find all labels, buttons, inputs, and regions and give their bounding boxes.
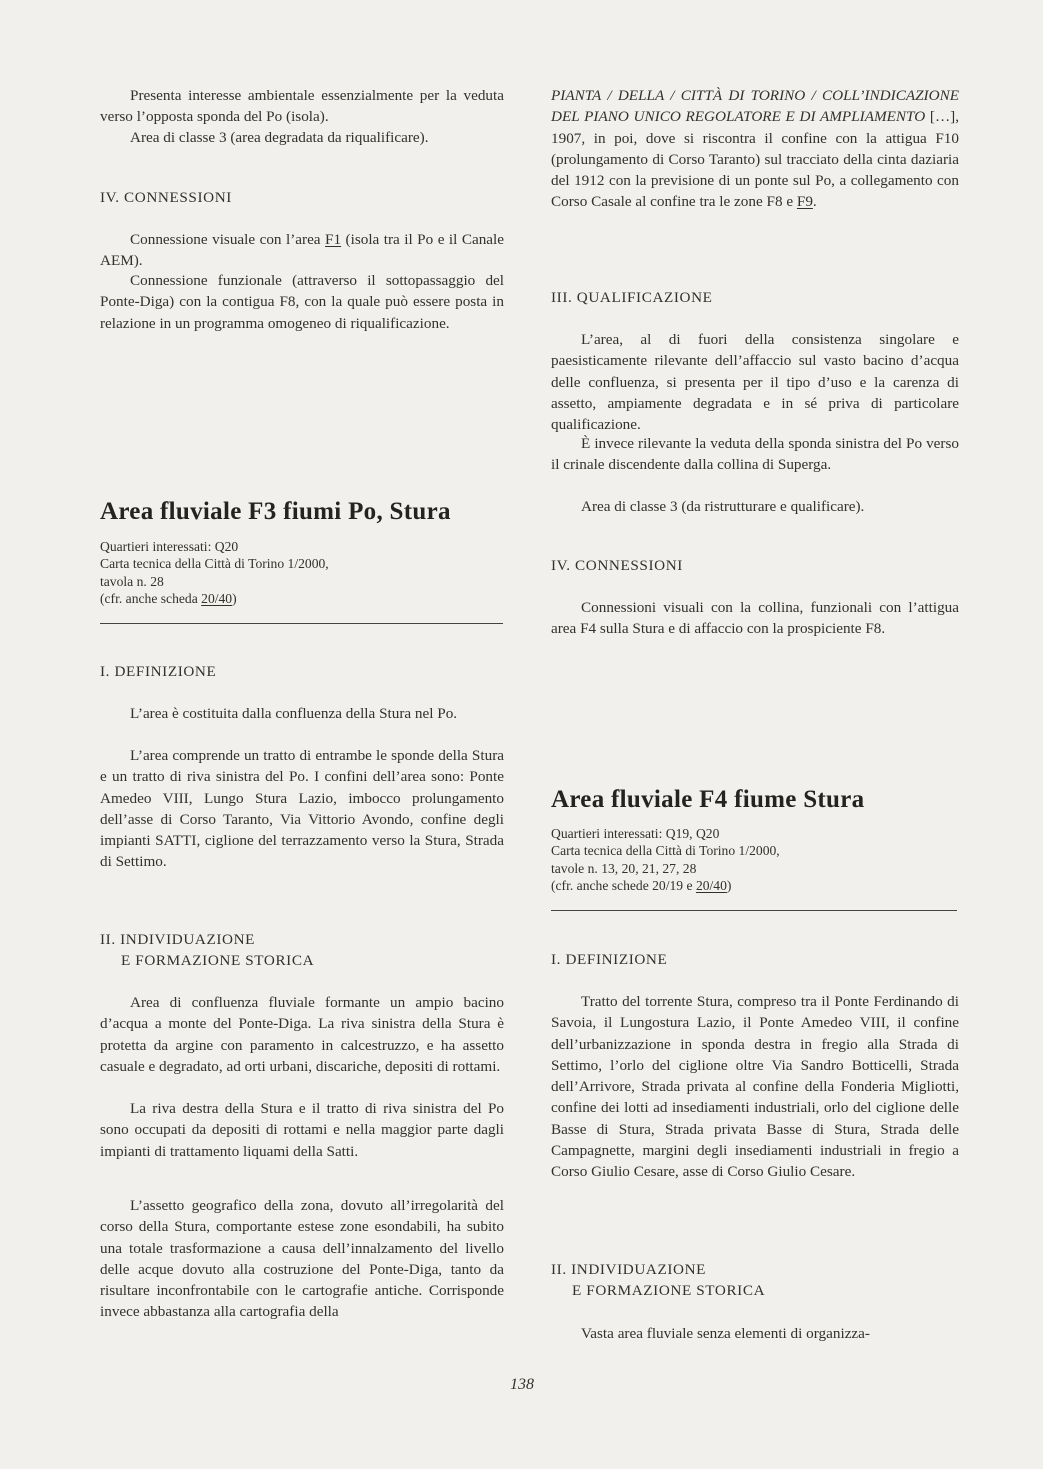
- link-scheda-20-40[interactable]: 20/40: [201, 590, 233, 606]
- f3-meta-block: [100, 538, 329, 607]
- meta-quartieri: Quartieri interessati: Q19, Q20: [551, 826, 720, 841]
- heading-line: E FORMAZIONE STORICA: [572, 1282, 766, 1300]
- section-heading-individuazione-f4: [551, 1259, 765, 1302]
- individuazione-f4-paragraph: Vasta area fluviale senza elementi di organizza-: [581, 1325, 870, 1342]
- map-title-italic: PIANTA / DELLA / CITTÀ DI TORINO / COLL’INDICAZIONE DEL PIANO UNICO REGOLATORE E DI AMPLIAMENTO: [551, 87, 959, 126]
- individuazione-paragraph-3: L’assetto geografico della zona, dovuto all’irregolarità del corso della Stura, comportante estese zone esondabili, ha subito una totale trasformazione a causa dell’innalzamento del livello delle acque dovuto alla costruzione del Ponte-Diga, tanto da risultare inconfrontabile con le cartografie antiche. Corrisponde invece abbastanza alla cartografia della: [100, 1197, 504, 1321]
- link-area-f9[interactable]: F9: [796, 193, 813, 211]
- qualificazione-paragraph-3: Area di classe 3 (da ristrutturare e qualificare).: [581, 498, 865, 515]
- section-heading-connessioni-right: IV. CONNESSIONI: [551, 557, 683, 574]
- heading-line: E FORMAZIONE STORICA: [121, 952, 315, 970]
- section-title-f4: Area fluviale F4 fiume Stura: [551, 786, 865, 813]
- section-heading-definizione: I. DEFINIZIONE: [100, 663, 217, 680]
- meta-tavola: tavola n. 28: [100, 573, 164, 589]
- page-number: 138: [510, 1376, 534, 1393]
- section-heading-connessioni: IV. CONNESSIONI: [100, 189, 232, 206]
- definizione-f4-paragraph: Tratto del torrente Stura, compreso tra il Ponte Ferdinando di Savoia, il Lungostura Lazio, il Ponte Amedeo VIII, il confine dell’urbanizzazione in sponda destra in fregio alla Strada di Settimo, l’orlo del ciglione oltre Via Sandro Botticelli, Strada dell’Arrivore, Strada privata al confine della Fonderia Migliotti, confine dei lotti ad insediamenti industriali, orlo del ciglione delle Basse di Stura, Strada privata Basse di Stura, Strada delle Campagnette, margini degli insediamenti industriali in fregio a Corso Giulio Cesare, asse di Corso Giulio Cesare.: [551, 993, 959, 1181]
- individuazione-paragraph-2: La riva destra della Stura e il tratto di riva sinistra del Po sono occupati da depositi di rottami e nella maggior parte dagli impianti di trattamento liquami della Satti.: [100, 1100, 504, 1160]
- definizione-paragraph-1: L’area è costituita dalla confluenza della Stura nel Po.: [130, 705, 458, 722]
- section-divider: [551, 910, 957, 911]
- f4-meta-block: [551, 825, 780, 894]
- individuazione-paragraph-1: Area di confluenza fluviale formante un ampio bacino d’acqua a monte del Ponte-Diga. La riva sinistra della Stura è protetta da argine con paramento in calcestruzzo, e ha assetto casuale e degradato, ad orti urbani, discariche, depositi di rottami.: [100, 994, 504, 1075]
- meta-cfr: [551, 877, 780, 894]
- meta-cfr: [100, 590, 329, 607]
- text-span: .: [812, 193, 817, 211]
- text-span: (isola tra il Po e il Canale AEM).: [100, 231, 504, 270]
- intro-paragraph: Presenta interesse ambientale essenzialmente per la veduta verso l’opposta sponda del Po (isola).: [100, 87, 504, 126]
- meta-quartieri: Quartieri interessati: Q20: [100, 539, 239, 554]
- text-span: […], 1907, in poi, dove si riscontra il confine con la attigua F10 (prolungamento di Corso Taranto) sul tracciato della cinta daziaria del 1912 con la previsione di un ponte sul Po, a collegamento con Corso Casale al confine tra le zone F8 e: [551, 108, 959, 211]
- text-span: ): [726, 877, 732, 893]
- section-heading-qualificazione: III. QUALIFICAZIONE: [551, 289, 713, 306]
- meta-carta: Carta tecnica della Città di Torino 1/2000,: [551, 843, 780, 859]
- connessioni-paragraph-2: Connessione funzionale (attraverso il sottopassaggio del Ponte-Diga) con la contigua F8, con la quale può essere posta in relazione in un programma omogeneo di riqualificazione.: [100, 272, 504, 332]
- qualificazione-paragraph-1: L’area, al di fuori della consistenza singolare e paesisticamente rilevante dell’affaccio sul vasto bacino d’acqua delle confluenza, si presenta per il tipo d’uso e la carenza di assetto, ampiamente degradata e in sé priva di particolare qualificazione.: [551, 331, 959, 434]
- heading-line: II. INDIVIDUAZIONE: [100, 931, 256, 948]
- heading-line: II. INDIVIDUAZIONE: [551, 1261, 707, 1278]
- text-span: ): [232, 590, 237, 606]
- section-heading-individuazione: [100, 929, 314, 972]
- section-heading-definizione-f4: I. DEFINIZIONE: [551, 951, 668, 968]
- intro-class-paragraph: Area di classe 3 (area degradata da riqualificare).: [130, 129, 429, 146]
- continued-paragraph: [551, 85, 959, 213]
- connessioni-paragraph-1: [100, 229, 504, 272]
- meta-carta: Carta tecnica della Città di Torino 1/2000,: [100, 556, 329, 572]
- text-span: Connessione visuale con l’area: [130, 231, 326, 248]
- text-span: (cfr. anche scheda: [100, 590, 202, 606]
- meta-tavole: tavole n. 13, 20, 21, 27, 28: [551, 860, 697, 876]
- definizione-paragraph-2: L’area comprende un tratto di entrambe le sponde della Stura e un tratto di riva sinistra del Po. I confini dell’area sono: Ponte Amedeo VIII, Lungo Stura Lazio, imbocco prolungamento dell’asse di Corso Taranto, Via Vittorio Avondo, confine degli impianti SATTI, ciglione del terrazzamento verso la Stura, Strada di Settimo.: [100, 747, 504, 871]
- link-area-f1[interactable]: F1: [325, 231, 342, 248]
- qualificazione-paragraph-2: È invece rilevante la veduta della sponda sinistra del Po verso il crinale discendente dalla collina di Superga.: [551, 435, 959, 474]
- link-scheda-20-40[interactable]: 20/40: [695, 877, 727, 893]
- text-span: (cfr. anche schede 20/19 e: [551, 877, 696, 893]
- connessioni-right-paragraph: Connessioni visuali con la collina, funzionali con l’attigua area F4 sulla Stura e di affaccio con la prospiciente F8.: [551, 599, 959, 638]
- section-title-f3: Area fluviale F3 fiumi Po, Stura: [100, 498, 451, 525]
- section-divider: [100, 623, 503, 624]
